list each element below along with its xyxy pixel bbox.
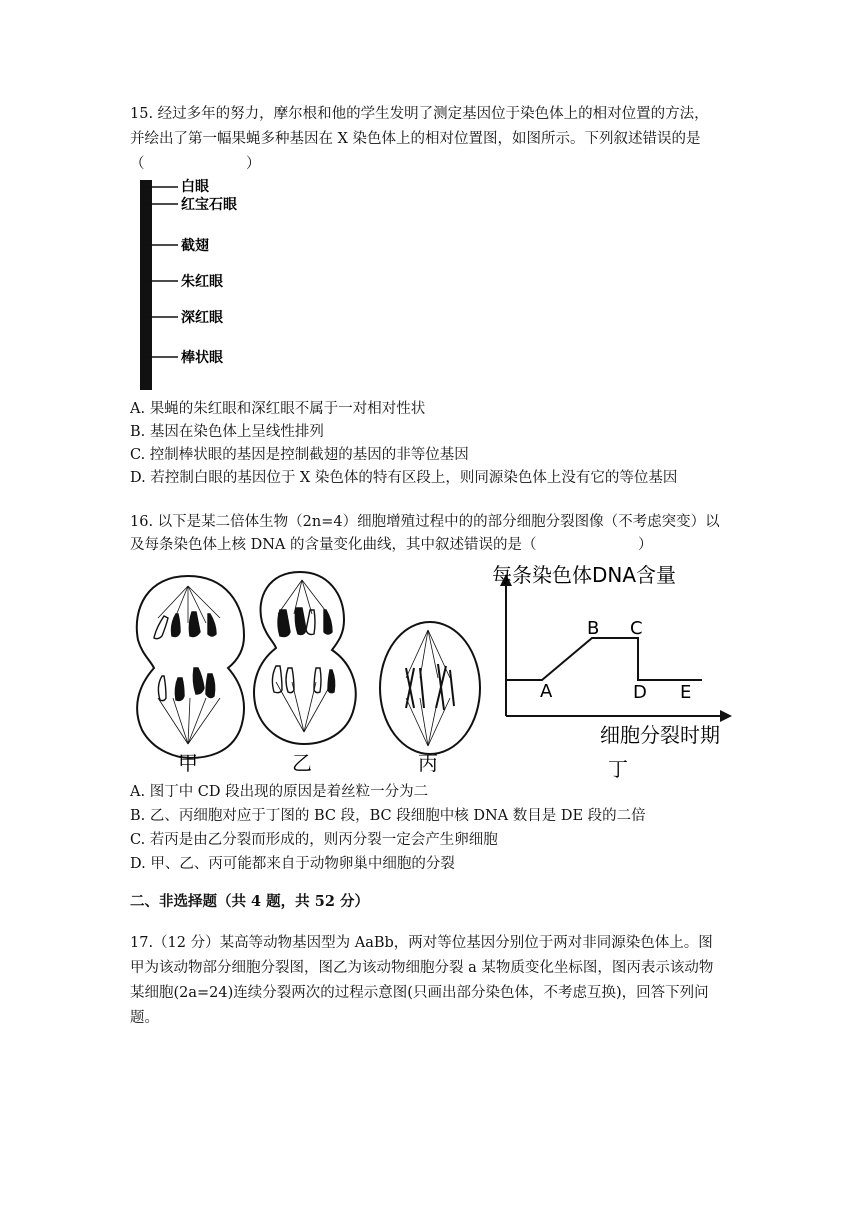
section-title: 二、非选择题（共 4 题，共 52 分） <box>130 893 369 910</box>
q15-option-d: D. 若控制白眼的基因位于 X 染色体的特有区段上，则同源染色体上没有它的等位基因 <box>130 470 678 486</box>
cell-yi <box>254 572 356 744</box>
cell-label-yi: 乙 <box>292 751 312 775</box>
cell-division-figure <box>128 558 733 780</box>
x-axis-arrow-icon <box>720 710 732 722</box>
q16-option-a: A. 图丁中 CD 段出现的原因是着丝粒一分为二 <box>130 784 429 800</box>
q17-line2: 甲为该动物部分细胞分裂图，图乙为该动物细胞分裂 a 某物质变化坐标图，图丙表示该动物 <box>130 960 714 976</box>
gene-label: 棒状眼 <box>181 350 223 366</box>
graph-point-d: D <box>633 682 647 703</box>
gene-label: 白眼 <box>181 179 209 195</box>
gene-label: 深红眼 <box>181 310 223 326</box>
q15-option-a: A. 果蝇的朱红眼和深红眼不属于一对相对性状 <box>130 401 426 417</box>
q15-stem-line2: 并绘出了第一幅果蝇多种基因在 X 染色体上的相对位置图，如图所示。下列叙述错误的是 <box>130 131 701 147</box>
q17-line1: 17.（12 分）某高等动物基因型为 AaBb，两对等位基因分别位于两对非同源染色体上。图 <box>130 935 713 951</box>
gene-label: 红宝石眼 <box>181 197 237 213</box>
q15-option-c: C. 控制棒状眼的基因是控制截翅的基因的非等位基因 <box>130 447 469 463</box>
gene-label: 截翅 <box>181 238 209 254</box>
q16-option-b: B. 乙、丙细胞对应于丁图的 BC 段，BC 段细胞中核 DNA 数目是 DE 段的二倍 <box>130 808 646 824</box>
x-chromosome-bar <box>140 180 152 390</box>
dna-curve <box>506 638 702 680</box>
graph-xlabel: 细胞分裂时期 <box>600 723 720 747</box>
q17-line4: 题。 <box>130 1010 159 1026</box>
q16-stem-line1: 16. 以下是某二倍体生物（2n=4）细胞增殖过程中的的部分细胞分裂图像（不考虑突变）以 <box>130 514 720 530</box>
q15-stem-line3: （ ） <box>130 156 261 172</box>
q16-option-d: D. 甲、乙、丙可能都来自于动物卵巢中细胞的分裂 <box>130 856 455 872</box>
q15-stem-line1: 15. 经过多年的努力，摩尔根和他的学生发明了测定基因位于染色体上的相对位置的方法， <box>130 106 709 122</box>
gene-label: 朱红眼 <box>181 274 223 290</box>
chromosome-gene-map <box>130 176 270 394</box>
graph-point-a: A <box>540 681 553 702</box>
q15-option-b: B. 基因在染色体上呈线性排列 <box>130 424 324 440</box>
q16-stem-line2: 及每条染色体上核 DNA 的含量变化曲线，其中叙述错误的是（ ） <box>130 537 653 553</box>
cell-jia <box>137 576 244 758</box>
cell-label-bing: 丙 <box>418 751 438 775</box>
q16-option-c: C. 若丙是由乙分裂而形成的，则丙分裂一定会产生卵细胞 <box>130 832 498 848</box>
graph-point-c: C <box>630 618 643 639</box>
cell-label-jia: 甲 <box>178 751 198 775</box>
cell-label-ding: 丁 <box>608 757 628 780</box>
cell-bing <box>380 622 480 754</box>
graph-point-b: B <box>587 618 600 639</box>
q17-line3: 某细胞(2a=24)连续分裂两次的过程示意图(只画出部分染色体，不考虑互换)，回答下列问 <box>130 985 709 1001</box>
graph-ylabel: 每条染色体DNA含量 <box>492 563 677 587</box>
graph-point-e: E <box>680 682 692 703</box>
dna-content-graph <box>492 563 732 747</box>
